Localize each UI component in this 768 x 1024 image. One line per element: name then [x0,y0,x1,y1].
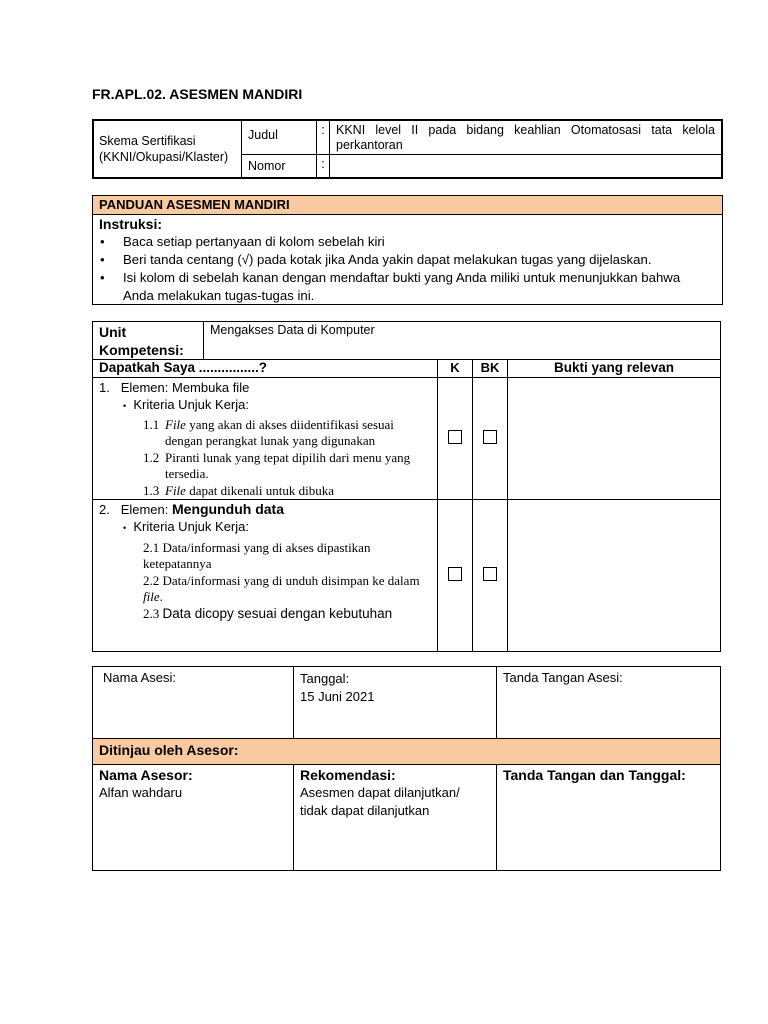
judul-colon: : [317,120,330,154]
nama-asesi-cell[interactable] [93,667,294,739]
criteria-text: dapat dikenali untuk dibuka [185,483,334,498]
criteria-item [143,450,433,482]
tanggal-label: Tanggal: [300,671,350,686]
skema-label: Skema Sertifikasi (KKNI/Okupasi/Klaster) [93,120,242,178]
nama-asesor-value: Alfan wahdaru [99,785,183,800]
rekomendasi-line: tidak dapat dilanjutkan [300,803,430,818]
criteria-text: Data/informasi yang di unduh disimpan ke dalam [159,573,420,588]
criteria-text: yang akan di akses diidentifikasi sesuai dengan perangkat lunak yang digunakan [165,417,394,448]
ttd-tanggal-label: Tanda Tangan dan Tanggal: [503,767,686,783]
signature-table [92,666,721,871]
criteria-number: 2.2 [143,573,160,588]
element-2-cell [93,500,438,652]
criteria-number: 1.2 [143,450,160,465]
nomor-colon: : [317,154,330,178]
panduan-box [92,195,723,305]
criteria-number: 1.3 [143,483,160,498]
element-title: Membuka file [172,380,250,395]
rekomendasi-label: Rekomendasi: [300,767,396,783]
rekomendasi-cell[interactable] [294,765,497,871]
criteria-text: Data/informasi yang di akses dipastikan ketepatannya [143,540,371,571]
tanggal-cell[interactable] [294,667,497,739]
criteria-italic: File [165,483,186,498]
ditinjau-header: Ditinjau oleh Asesor: [93,739,721,765]
k-checkbox[interactable] [448,430,462,444]
instruksi-item: • Baca setiap pertanyaan di kolom sebelah kiri [123,233,722,251]
col-bk: BK [473,360,508,378]
criteria-suffix: . [159,589,163,604]
unit-label: Unit Kompetensi: [93,322,204,360]
unit-value: Mengakses Data di Komputer [204,322,721,360]
col-k: K [438,360,473,378]
skema-table [92,119,723,179]
kuk-label: Kriteria Unjuk Kerja: [133,519,249,534]
bukti-cell[interactable] [508,500,721,652]
element-1-cell [93,378,438,500]
criteria-number: 1.1 [143,417,160,432]
criteria-italic: file [143,589,160,604]
ttd-asesi-cell[interactable] [497,667,721,739]
element-prefix: Elemen: [120,502,172,517]
bullet-icon: • [123,523,127,533]
ttd-asesi-label: Tanda Tangan Asesi: [503,670,623,685]
criteria-item [143,540,423,572]
tanggal-value: 15 Juni 2021 [300,689,375,704]
criteria-text: Piranti lunak yang tepat dipilih dari menu yang tersedia. [165,450,411,481]
ttd-tanggal-cell[interactable] [497,765,721,871]
instruksi-item: • Beri tanda centang (√) pada kotak jika Anda yakin dapat melakukan tugas yang dijelaskan. [123,251,722,269]
judul-label: Judul [242,120,317,154]
criteria-number: 2.3 [143,606,160,621]
bk-cell [473,500,508,652]
nomor-value [330,154,723,178]
document-title: FR.APL.02. ASESMEN MANDIRI [92,86,303,102]
nama-asesor-label: Nama Asesor: [99,767,193,783]
criteria-item [143,483,433,499]
judul-value: KKNI level II pada bidang keahlian Otomatosasi tata kelola perkantoran [330,120,723,154]
criteria-item [143,573,423,605]
k-cell [438,500,473,652]
instruksi-list [93,233,722,305]
bk-cell [473,378,508,500]
rekomendasi-line: Asesmen dapat dilanjutkan/ [300,785,460,800]
criteria-text: Data dicopy sesuai dengan kebutuhan [162,606,393,621]
bullet-icon: • [123,401,127,411]
unit-table [92,321,721,652]
criteria-italic: File [165,417,186,432]
nama-asesor-cell[interactable] [93,765,294,871]
bk-checkbox[interactable] [483,567,497,581]
bk-checkbox[interactable] [483,430,497,444]
element-number: 2. [99,502,110,517]
instruksi-label: Instruksi: [99,216,163,232]
criteria-item [143,606,423,622]
bukti-cell[interactable] [508,378,721,500]
element-title: Mengunduh data [172,501,284,517]
k-checkbox[interactable] [448,567,462,581]
col-question: Dapatkah Saya ................? [93,360,438,378]
kuk-label: Kriteria Unjuk Kerja: [133,397,249,412]
criteria-item [143,417,433,449]
nomor-label: Nomor [242,154,317,178]
k-cell [438,378,473,500]
element-number: 1. [99,380,110,395]
criteria-number: 2.1 [143,540,160,555]
element-prefix: Elemen: [120,380,172,395]
instruksi-item: • Isi kolom di sebelah kanan dengan mendaftar bukti yang Anda miliki untuk menunjukkan bahwa Anda melakukan tugas-tugas ini. [123,269,693,305]
nama-asesi-label: Nama Asesi: [103,670,176,685]
panduan-header: PANDUAN ASESMEN MANDIRI [93,196,722,215]
col-bukti: Bukti yang relevan [508,360,721,378]
